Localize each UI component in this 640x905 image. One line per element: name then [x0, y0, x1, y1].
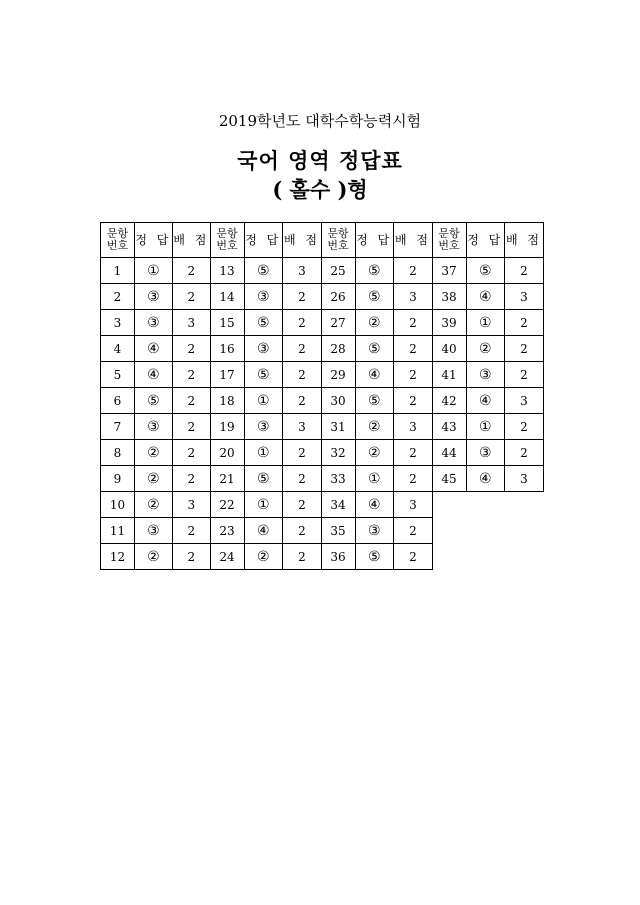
answer-value: ②: [466, 336, 505, 362]
answer-block-table: [322, 223, 433, 569]
answer-value: ③: [355, 518, 394, 544]
answer-value: ⑤: [244, 362, 283, 388]
answer-value: ①: [244, 388, 283, 414]
table-row: [433, 388, 544, 414]
points-value: 2: [394, 310, 433, 336]
question-number: 22: [211, 492, 245, 518]
table-row: [211, 258, 322, 284]
answer-value: ③: [244, 284, 283, 310]
answer-value: ②: [355, 310, 394, 336]
points-value: 3: [172, 310, 210, 336]
table-row: [211, 466, 322, 492]
table-row: [322, 310, 433, 336]
answer-value: ③: [135, 310, 173, 336]
points-value: 2: [505, 362, 544, 388]
table-row: [101, 258, 210, 284]
answer-header: 정 답: [355, 223, 394, 258]
table-row: [101, 544, 210, 570]
answer-value: ③: [135, 284, 173, 310]
question-number-header: 문항 번호: [322, 223, 356, 258]
answer-value: ①: [466, 414, 505, 440]
points-value: 2: [283, 336, 322, 362]
table-row: [322, 336, 433, 362]
table-row: [211, 414, 322, 440]
points-value: 3: [172, 492, 210, 518]
answer-value: ④: [135, 362, 173, 388]
answer-header: 정 답: [466, 223, 505, 258]
answer-value: ④: [466, 466, 505, 492]
answer-value: ②: [244, 544, 283, 570]
table-row: [433, 440, 544, 466]
points-value: 2: [172, 414, 210, 440]
question-number-header: 문항 번호: [433, 223, 467, 258]
table-row: [433, 466, 544, 492]
table-row: [101, 310, 210, 336]
table-row: [101, 284, 210, 310]
question-number: 31: [322, 414, 356, 440]
points-value: 2: [172, 284, 210, 310]
question-number: 19: [211, 414, 245, 440]
answer-block-3: [321, 222, 434, 570]
question-number: 7: [101, 414, 135, 440]
answer-value: ②: [355, 440, 394, 466]
answer-value: ⑤: [244, 466, 283, 492]
question-number: 15: [211, 310, 245, 336]
answer-value: ⑤: [355, 388, 394, 414]
points-value: 2: [505, 336, 544, 362]
table-row: [322, 492, 433, 518]
points-value: 2: [394, 388, 433, 414]
points-value: 2: [394, 336, 433, 362]
table-row: [322, 362, 433, 388]
answer-block-table: [101, 223, 210, 569]
points-value: 3: [283, 414, 322, 440]
points-value: 2: [172, 258, 210, 284]
table-row: [101, 388, 210, 414]
answer-block-table: [433, 223, 544, 491]
answer-value: ⑤: [244, 258, 283, 284]
answer-value: ③: [244, 414, 283, 440]
question-number-header: 문항 번호: [101, 223, 135, 258]
answer-value: ①: [244, 440, 283, 466]
question-number: 34: [322, 492, 356, 518]
answer-value: ①: [466, 310, 505, 336]
question-number: 14: [211, 284, 245, 310]
answer-value: ④: [355, 492, 394, 518]
table-row: [433, 310, 544, 336]
table-row: [433, 362, 544, 388]
subject-title: 국어 영역 정답표: [237, 148, 403, 173]
answer-block-1: [100, 222, 211, 570]
question-number: 28: [322, 336, 356, 362]
points-value: 3: [505, 466, 544, 492]
points-value: 2: [172, 466, 210, 492]
points-value: 2: [283, 466, 322, 492]
table-row: [433, 258, 544, 284]
answer-header: 정 답: [244, 223, 283, 258]
question-number: 35: [322, 518, 356, 544]
table-row: [322, 388, 433, 414]
answer-value: ③: [466, 440, 505, 466]
table-row: [211, 440, 322, 466]
answer-value: ④: [135, 336, 173, 362]
points-value: 2: [394, 544, 433, 570]
table-row: [211, 336, 322, 362]
table-row: [101, 362, 210, 388]
answer-key-table: [100, 222, 543, 565]
points-value: 2: [283, 362, 322, 388]
points-value: 3: [283, 258, 322, 284]
question-number: 37: [433, 258, 467, 284]
table-row: [433, 284, 544, 310]
question-number: 12: [101, 544, 135, 570]
table-row: [101, 492, 210, 518]
points-value: 2: [394, 440, 433, 466]
points-value: 2: [172, 362, 210, 388]
points-value: 3: [394, 414, 433, 440]
header-row: [101, 223, 210, 258]
points-value: 2: [283, 544, 322, 570]
answer-value: ⑤: [466, 258, 505, 284]
table-row: [101, 414, 210, 440]
exam-year-title: 2019학년도 대학수학능력시험: [218, 112, 422, 130]
form-type-label: ( 홀수 )형: [272, 177, 368, 202]
header-row: [433, 223, 544, 258]
answer-value: ④: [244, 518, 283, 544]
table-row: [433, 336, 544, 362]
table-row: [322, 466, 433, 492]
answer-value: ③: [135, 518, 173, 544]
question-number: 9: [101, 466, 135, 492]
points-value: 2: [172, 336, 210, 362]
question-number: 32: [322, 440, 356, 466]
table-row: [322, 284, 433, 310]
table-row: [211, 492, 322, 518]
question-number: 21: [211, 466, 245, 492]
question-number: 40: [433, 336, 467, 362]
question-number-header: 문항 번호: [211, 223, 245, 258]
points-value: 2: [283, 492, 322, 518]
question-number: 42: [433, 388, 467, 414]
points-value: 3: [394, 492, 433, 518]
table-row: [322, 414, 433, 440]
header-row: [322, 223, 433, 258]
table-row: [101, 336, 210, 362]
question-number: 41: [433, 362, 467, 388]
question-number: 44: [433, 440, 467, 466]
points-value: 2: [283, 310, 322, 336]
header-row: [211, 223, 322, 258]
answer-value: ②: [135, 492, 173, 518]
answer-value: ②: [135, 544, 173, 570]
points-header: 배 점: [394, 223, 433, 258]
answer-value: ②: [135, 466, 173, 492]
answer-value: ①: [355, 466, 394, 492]
answer-value: ⑤: [355, 544, 394, 570]
answer-value: ①: [135, 258, 173, 284]
table-row: [433, 414, 544, 440]
answer-value: ③: [244, 336, 283, 362]
answer-value: ⑤: [244, 310, 283, 336]
question-number: 39: [433, 310, 467, 336]
points-header: 배 점: [172, 223, 210, 258]
points-value: 2: [505, 414, 544, 440]
question-number: 1: [101, 258, 135, 284]
table-row: [211, 518, 322, 544]
answer-block-4: [432, 222, 545, 492]
table-row: [101, 466, 210, 492]
question-number: 8: [101, 440, 135, 466]
points-value: 2: [172, 440, 210, 466]
points-value: 3: [394, 284, 433, 310]
points-value: 3: [505, 388, 544, 414]
table-row: [322, 544, 433, 570]
points-header: 배 점: [505, 223, 544, 258]
points-value: 2: [394, 362, 433, 388]
table-row: [322, 518, 433, 544]
answer-value: ④: [466, 284, 505, 310]
answer-value: ⑤: [355, 336, 394, 362]
question-number: 5: [101, 362, 135, 388]
answer-value: ⑤: [355, 284, 394, 310]
table-row: [322, 440, 433, 466]
question-number: 30: [322, 388, 356, 414]
points-value: 3: [505, 284, 544, 310]
points-value: 2: [283, 388, 322, 414]
question-number: 18: [211, 388, 245, 414]
points-value: 2: [283, 518, 322, 544]
answer-value: ④: [466, 388, 505, 414]
question-number: 24: [211, 544, 245, 570]
points-value: 2: [283, 284, 322, 310]
answer-value: ⑤: [355, 258, 394, 284]
question-number: 3: [101, 310, 135, 336]
answer-block-2: [210, 222, 323, 570]
answer-value: ⑤: [135, 388, 173, 414]
question-number: 45: [433, 466, 467, 492]
points-value: 2: [394, 258, 433, 284]
points-value: 2: [172, 518, 210, 544]
points-value: 2: [172, 388, 210, 414]
table-row: [211, 310, 322, 336]
question-number: 26: [322, 284, 356, 310]
question-number: 16: [211, 336, 245, 362]
question-number: 4: [101, 336, 135, 362]
answer-value: ①: [244, 492, 283, 518]
table-row: [322, 258, 433, 284]
table-row: [101, 440, 210, 466]
question-number: 23: [211, 518, 245, 544]
points-value: 2: [172, 544, 210, 570]
table-row: [211, 284, 322, 310]
answer-value: ③: [135, 414, 173, 440]
answer-value: ③: [466, 362, 505, 388]
question-number: 27: [322, 310, 356, 336]
question-number: 10: [101, 492, 135, 518]
question-number: 17: [211, 362, 245, 388]
table-row: [211, 388, 322, 414]
points-value: 2: [394, 466, 433, 492]
answer-header: 정 답: [135, 223, 173, 258]
points-value: 2: [505, 310, 544, 336]
question-number: 29: [322, 362, 356, 388]
question-number: 36: [322, 544, 356, 570]
question-number: 13: [211, 258, 245, 284]
answer-value: ④: [355, 362, 394, 388]
question-number: 25: [322, 258, 356, 284]
question-number: 43: [433, 414, 467, 440]
points-value: 2: [394, 518, 433, 544]
question-number: 2: [101, 284, 135, 310]
question-number: 6: [101, 388, 135, 414]
question-number: 11: [101, 518, 135, 544]
answer-value: ②: [135, 440, 173, 466]
points-header: 배 점: [283, 223, 322, 258]
points-value: 2: [505, 440, 544, 466]
table-row: [211, 544, 322, 570]
question-number: 33: [322, 466, 356, 492]
points-value: 2: [505, 258, 544, 284]
points-value: 2: [283, 440, 322, 466]
table-row: [211, 362, 322, 388]
question-number: 20: [211, 440, 245, 466]
answer-block-table: [211, 223, 322, 569]
table-row: [101, 518, 210, 544]
answer-value: ②: [355, 414, 394, 440]
question-number: 38: [433, 284, 467, 310]
